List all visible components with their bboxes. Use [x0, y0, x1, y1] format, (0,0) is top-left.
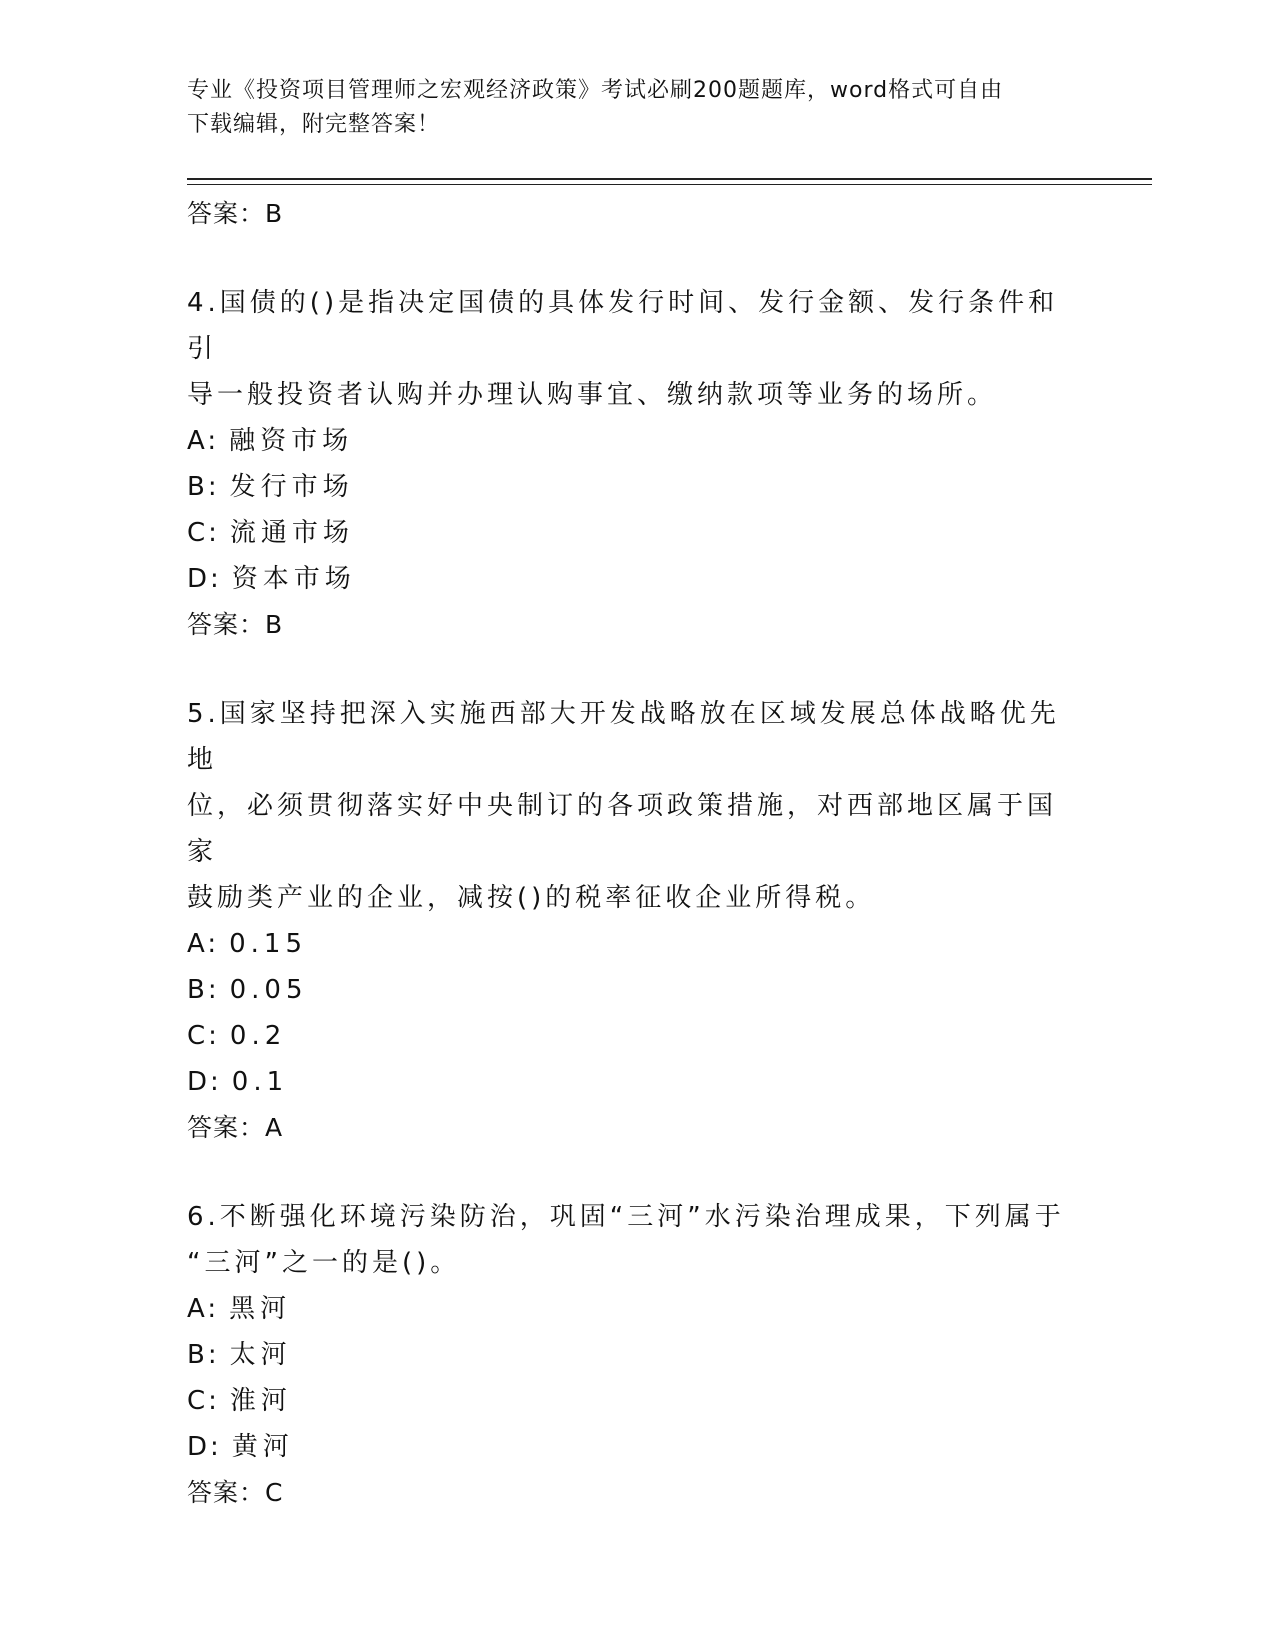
- option-key: A:: [187, 929, 220, 959]
- option-key: C:: [187, 1021, 220, 1051]
- option-d: [187, 1424, 1067, 1470]
- option-b: [187, 1332, 1067, 1378]
- option-text: 黑河: [229, 1294, 292, 1324]
- option-d: [187, 556, 1067, 602]
- option-key: C:: [187, 1386, 220, 1416]
- option-a: [187, 418, 1067, 464]
- option-key: D:: [187, 564, 222, 594]
- question-4: [187, 280, 1067, 648]
- option-text: 发行市场: [229, 472, 354, 502]
- stem-line: 5.国家坚持把深入实施西部大开发战略放在区域发展总体战略优先地: [187, 699, 1060, 775]
- stem-line: 位，必须贯彻落实好中央制订的各项政策措施，对西部地区属于国家: [187, 791, 1058, 867]
- option-key: B:: [187, 975, 220, 1005]
- option-c: [187, 1013, 1067, 1059]
- answer-line: 答案：B: [187, 610, 284, 639]
- stem-line: 导一般投资者认购并办理认购事宜、缴纳款项等业务的场所。: [187, 380, 998, 410]
- option-key: B:: [187, 472, 220, 502]
- question-stem: [187, 280, 1067, 418]
- document-header: [187, 74, 1077, 142]
- question-6: [187, 1194, 1067, 1516]
- option-key: B:: [187, 1340, 220, 1370]
- header-line-2: 下载编辑，附完整答案！: [187, 112, 441, 137]
- stem-line: 4.国债的()是指决定国债的具体发行时间、发行金额、发行条件和引: [187, 288, 1059, 364]
- stem-line: 6.不断强化环境污染防治，巩固“三河”水污染治理成果，下列属于: [187, 1202, 1065, 1232]
- stem-line: “三河”之一的是()。: [187, 1248, 461, 1278]
- option-d: [187, 1059, 1067, 1105]
- option-b: [187, 464, 1067, 510]
- option-b: [187, 967, 1067, 1013]
- option-a: [187, 1286, 1067, 1332]
- option-key: A:: [187, 1294, 220, 1324]
- answer-line: 答案：C: [187, 1478, 284, 1507]
- option-c: [187, 510, 1067, 556]
- header-rule-thin: [187, 184, 1152, 185]
- header-rule-thick: [187, 178, 1152, 180]
- option-text: 资本市场: [231, 564, 356, 594]
- option-text: 0.2: [229, 1021, 287, 1051]
- option-text: 融资市场: [229, 426, 354, 456]
- option-text: 0.15: [229, 929, 307, 959]
- option-c: [187, 1378, 1067, 1424]
- option-key: C:: [187, 518, 220, 548]
- header-line-1: 专业《投资项目管理师之宏观经济政策》考试必刷200题题库，word格式可自由: [187, 78, 1004, 103]
- option-text: 淮河: [229, 1386, 292, 1416]
- question-stem: [187, 691, 1067, 921]
- answer-line: 答案：A: [187, 1113, 284, 1142]
- question-stem: [187, 1194, 1067, 1286]
- question-5: [187, 691, 1067, 1151]
- document-body: [187, 191, 1067, 1516]
- answer-line: 答案：B: [187, 199, 284, 228]
- option-key: D:: [187, 1432, 222, 1462]
- option-text: 太河: [229, 1340, 292, 1370]
- stem-line: 鼓励类产业的企业，减按()的税率征收企业所得税。: [187, 883, 876, 913]
- option-text: 0.05: [229, 975, 308, 1005]
- option-key: D:: [187, 1067, 222, 1097]
- option-text: 0.1: [231, 1067, 289, 1097]
- option-a: [187, 921, 1067, 967]
- option-key: A:: [187, 426, 220, 456]
- option-text: 黄河: [231, 1432, 294, 1462]
- option-text: 流通市场: [229, 518, 354, 548]
